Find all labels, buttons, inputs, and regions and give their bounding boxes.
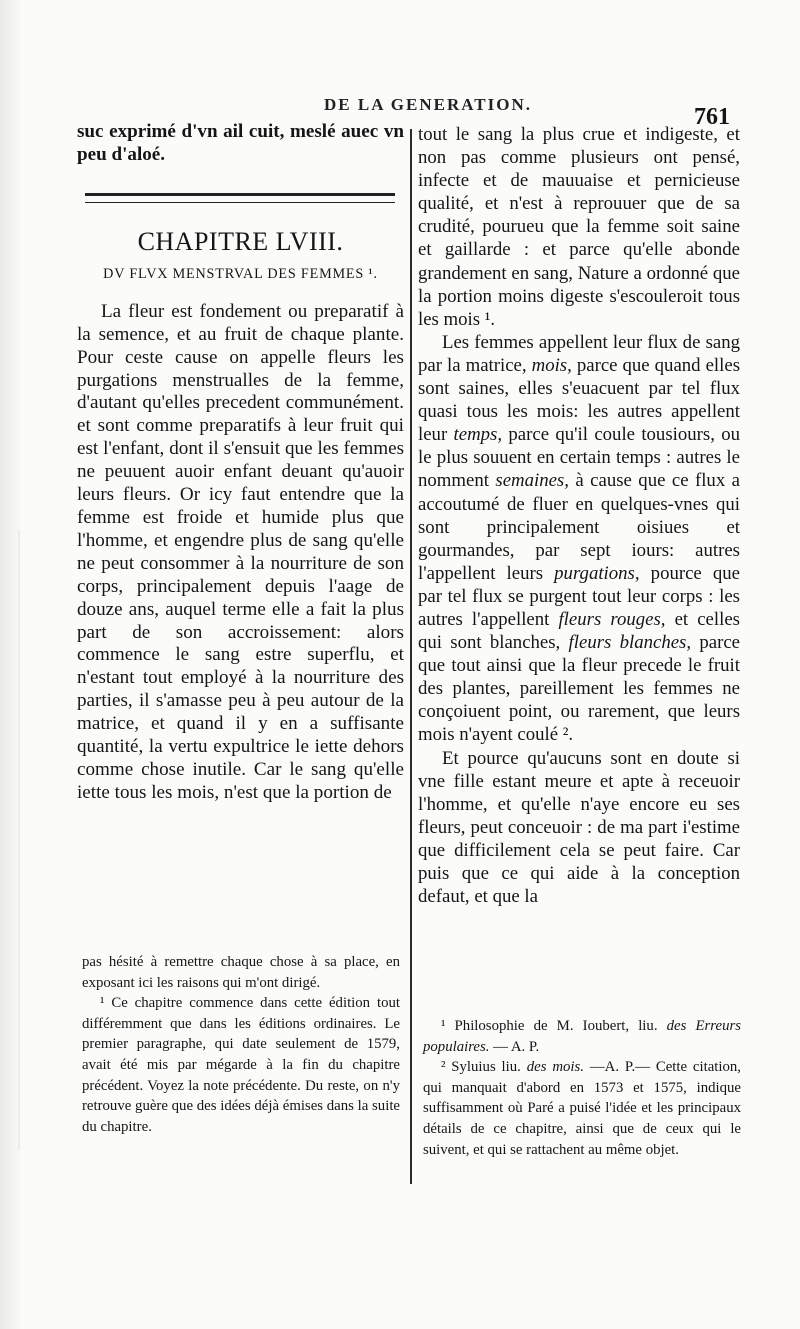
fn1-text-a: ¹ Philosophie de M. Ioubert, liu. (441, 1018, 658, 1034)
term-semaines: semaines, (495, 470, 569, 492)
running-head: DE LA GENERATION. (324, 95, 532, 114)
p2-text-c: parce qu'il coule tousiours, ou le plus souuent en certain temps : autres le nomment (418, 424, 741, 492)
term-purgations: purgations, (554, 562, 640, 584)
right-paragraph-2 (418, 331, 740, 747)
p2-text-f: et celles qui sont blanches, (418, 608, 740, 654)
right-footnotes (423, 1016, 741, 1160)
column-divider (410, 129, 412, 1184)
fn2-text-b: —A. P.— Cette citation, qui manquait d'abord en 1573 et 1575, indique suffisamment où Paré a puisé l'idée et les principaux détails de ce chapitre, ainsi que de ceux qui le suivent, et qui se rattachent au même objet. (423, 1059, 742, 1158)
p2-text-g: parce que tout ainsi que la fleur precede le fruit des plantes, pareillement les femmes ne conçoiuent point, ou rarement, que leurs mois n'ayent coulé ². (418, 632, 740, 746)
chapter-paragraph: La fleur est fondement ou preparatif à la semence, et au fruit de chaque plante. Pour ceste cause on appelle fleurs les purgations menstrualles de la femme, d'autant qu'elles precedent communément. et sont comme preparatifs à leur fruit qui est l'enfant, dont il s'ensuit que les femmes ne peuuent auoir enfant deuant qu'auoir leurs fleurs. Or icy faut entendre que la femme est froide et humide plus que l'homme, et engendre plus de sang qu'elle ne peut consommer à la nourriture de son corps, principalement depuis l'aage de douze ans, auquel terme elle a fait la plus part de son accroissement: alors commence le sang estre superflu, et n'estant tout employé à la nourriture des parties, il s'amasse peu à peu autour de la matrice, et quand il y en a suffisante quantité, la vertu expultrice le iette dehors comme chose inutile. Car le sang qu'elle iette tous les mois, n'est que la portion de (77, 300, 404, 803)
right-paragraph-1: tout le sang la plus crue et indigeste, et non pas comme plusieurs ont pensé, infecte et de mauuaise et pernicieuse qualité, et n'est à reprouuer que de sa crudité, pourueu que la femme soit saine et gaillarde : et parce qu'elle abonde grandement en sang, Nature a ordonné que la portion moins digeste s'escouleroit tous les mois ¹. (418, 124, 740, 330)
chapter-title: CHAPITRE LVIII. (137, 226, 344, 256)
page-fold-mark (18, 530, 20, 1150)
left-column (77, 121, 404, 805)
footnote-right-1 (423, 1016, 741, 1057)
chapter-divider (85, 193, 395, 203)
p2-text-b: parce que quand elles sont saines, elles s'euacuent par tel flux quasi tous les mois: les autres appellent leur (418, 354, 740, 446)
fn1-text-b: — A. P. (493, 1038, 540, 1055)
p2-text-d: à cause que ce flux a accoutumé de fluer en quelques-vnes qui sont principalement oisiues et gourmandes, par sept iours: autres l'appellent leurs (418, 470, 740, 584)
term-mois: mois, (531, 354, 572, 376)
fn2-title: des mois. (526, 1059, 584, 1076)
term-fleurs-blanches: fleurs blanches, (568, 632, 692, 654)
right-paragraph-3: Et pource qu'aucuns sont en doute si vne fille estant meure et apte à receuoir l'homme, et qu'elle n'aye encore eu ses fleurs, peut conceuoir : de ma part i'estime que difficilement cela se peut faire. Car puis que ce qui aide à la conception defaut, et que la (418, 747, 740, 908)
footnote-continuation: pas hésité à remettre chaque chose à sa place, en exposant ici les raisons qui m'ont dirigé. (82, 954, 400, 991)
term-temps: temps, (453, 424, 503, 446)
left-footnotes (82, 952, 400, 1137)
fn2-text-a: ² Syluius liu. (441, 1059, 521, 1076)
fn1-title: des Erreurs populaires. (423, 1018, 741, 1055)
page-number: 761 (694, 104, 730, 130)
right-column (418, 123, 740, 908)
footnote-right-2 (423, 1057, 741, 1160)
carry-over-text: suc exprimé d'vn ail cuit, meslé auec vn peu d'aloé. (77, 121, 404, 165)
footnote-left-1: ¹ Ce chapitre commence dans cette édition tout différemment que dans les éditions ordinaires. Le premier paragraphe, qui date seulement de 1579, avait été mis par mégarde à la fin du chapitre précédent. Voyez la note précédente. Du reste, on n'y retrouve guère que des idées déjà émises dans la suite du chapitre. (82, 995, 400, 1135)
term-fleurs-rouges: fleurs rouges, (558, 608, 666, 630)
p2-text-e: pource que par tel flux se purgent tout leur corps : les autres l'appellent (418, 562, 740, 630)
chapter-subtitle: DV FLVX MENSTRVAL DES FEMMES ¹. (103, 265, 378, 282)
p2-text-a: Les femmes appellent leur flux de sang par la matrice, (418, 331, 740, 376)
